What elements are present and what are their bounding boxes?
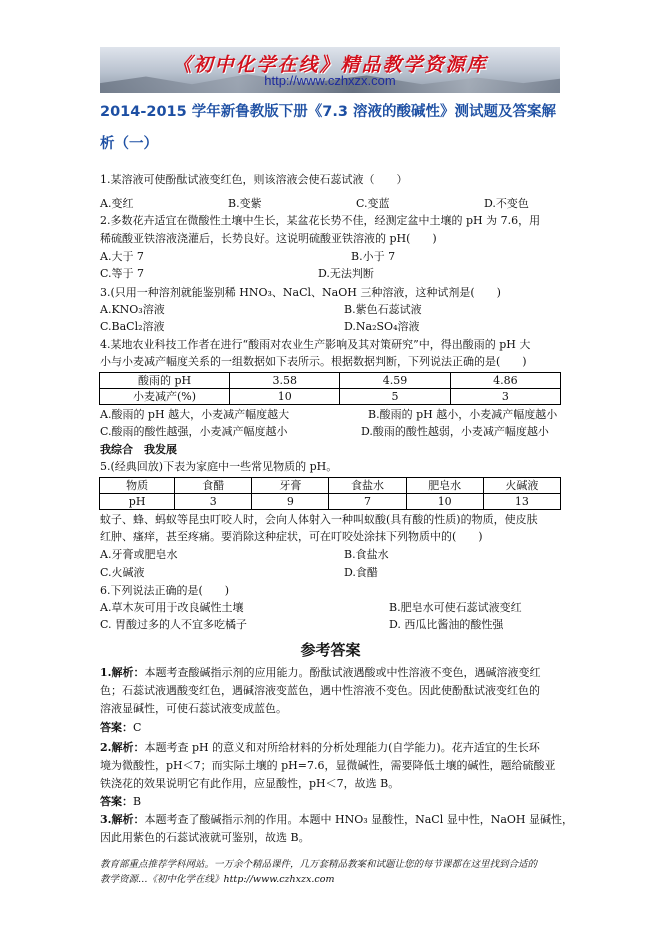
q5-stem: 5.(经典回放)下表为家庭中一些常见物质的 pH。 [100,460,338,473]
q2-stem-line1: 2.多数花卉适宜在微酸性土壤中生长，某盆花长势不佳，经测定盆中土壤的 pH 为 7.6，用 [100,214,541,227]
q2-stem-line2: 稀硫酸亚铁溶液浇灌后，长势良好。这说明硫酸亚铁溶液的 pH( ) [100,232,437,245]
table-cell: 5 [340,389,450,405]
q4-data-table [99,372,561,405]
q4-option-c: C.酸雨的酸性越强，小麦减产幅度越小 [100,425,288,438]
answer-3-text: 本题考查了酸碱指示剂的作用。本题中 HNO₃ 显酸性，NaCl 显中性，NaOH 显碱性， [144,813,574,826]
table-cell: 9 [252,494,329,510]
table-row [100,478,561,494]
banner-url[interactable]: http://www.czhxzx.com [264,73,396,88]
q1-option-d: D.不变色 [484,197,529,210]
q4-option-d: D.酸雨的酸性越弱，小麦减产幅度越小 [361,425,549,438]
answer-1-label: 1.解析： [100,666,145,679]
table-cell: 4.86 [450,373,560,389]
q5-data-table [99,477,561,510]
table-cell: 10 [230,389,340,405]
table-cell: 7 [329,494,406,510]
table-cell: 物质 [100,478,175,494]
answer-2-result-value: B [133,795,142,808]
table-row [100,494,561,510]
answer-2-text: 本题考查 pH 的意义和对所给材料的分析处理能力(自学能力)。花卉适宜的生长环 [144,741,540,754]
table-cell: 3 [175,494,252,510]
page-title-line2: 析（一） [100,136,158,152]
q3-option-c: C.BaCl₂溶液 [100,320,165,333]
q3-stem: 3.(只用一种溶剂就能鉴别稀 HNO₃、NaCl、NaOH 三种溶液，这种试剂是( ) [100,286,501,299]
answer-1-line2: 色；石蕊试液遇酸变红色，遇碱溶液变蓝色，遇中性溶液不变色。因此使酚酞试液变红色的 [100,684,540,697]
table-row [100,373,561,389]
answer-3-line2: 因此用紫色的石蕊试液就可鉴别，故选 B。 [100,831,310,844]
table-cell: 10 [406,494,483,510]
q5-option-a: A.牙膏或肥皂水 [100,548,178,561]
q5-text-line2: 红肿、瘙痒，甚至疼痛。要消除这种症状，可在叮咬处涂抹下列物质中的( ) [100,530,483,543]
table-cell: 肥皂水 [406,478,483,494]
q6-option-c: C. 胃酸过多的人不宜多吃橘子 [100,618,248,631]
q2-option-b: B.小于 7 [351,250,396,263]
answer-1-text: 本题考查酸碱指示剂的应用能力。酚酞试液遇酸或中性溶液不变色，遇碱溶液变红 [144,666,541,679]
table-cell: 食盐水 [329,478,406,494]
q3-option-b: B.紫色石蕊试液 [344,303,422,316]
answer-2-result-label: 答案： [100,795,133,808]
table-cell: 4.59 [340,373,450,389]
q2-option-a: A.大于 7 [100,250,144,263]
table-cell: 食醋 [175,478,252,494]
table-cell: 酸雨的 pH [100,373,230,389]
answers-heading: 参考答案 [300,641,361,659]
answer-2-line3: 铁浇花的效果说明它有此作用，应显酸性，pH＜7，故选 B。 [100,777,400,790]
q1-option-b: B.变紫 [228,197,262,210]
q5-option-c: C.火碱液 [100,566,145,579]
answer-1-result [100,721,141,735]
table-cell: 13 [483,494,560,510]
q3-option-a: A.KNO₃溶液 [100,303,165,316]
section-heading: 我综合 我发展 [100,443,177,456]
q5-option-b: B.食盐水 [344,548,389,561]
q1-option-c: C.变蓝 [356,197,390,210]
answer-2-result [100,795,141,809]
page-title-line1: 2014-2015 学年新鲁教版下册《7.3 溶液的酸碱性》测试题及答案解 [100,104,557,120]
q5-text-line1: 蚊子、蜂、蚂蚁等昆虫叮咬人时，会向人体射入一种叫蚁酸(具有酸的性质)的物质，使皮肤 [100,513,538,526]
table-cell: 3.58 [230,373,340,389]
q6-option-b: B.肥皂水可使石蕊试液变红 [389,601,522,614]
q1-option-a: A.变红 [100,197,134,210]
answer-1-line3: 溶液显碱性，可使石蕊试液变成蓝色。 [100,702,287,715]
table-cell: 小麦减产(%) [100,389,230,405]
q4-option-b: B.酸雨的 pH 越小，小麦减产幅度越小 [368,408,558,421]
q2-option-c: C.等于 7 [100,267,145,280]
answer-1-line1 [100,666,540,680]
table-cell: pH [100,494,175,510]
q6-stem: 6.下列说法正确的是( ) [100,584,230,597]
answer-1-result-label: 答案： [100,721,133,734]
answer-2-line1 [100,741,540,755]
answer-2-line2: 境为微酸性，pH＜7；而实际土壤的 pH=7.6，显微碱性，需要降低土壤的碱性，题给硫酸亚 [100,759,556,772]
answer-2-label: 2.解析： [100,741,145,754]
q4-stem-line2: 小与小麦减产幅度关系的一组数据如下表所示。根据数据判断，下列说法正确的是( ) [100,355,527,368]
header-banner [100,47,560,93]
q6-option-a: A.草木灰可用于改良碱性土壤 [100,601,244,614]
answer-3-label: 3.解析： [100,813,145,826]
table-cell: 牙膏 [252,478,329,494]
q4-stem-line1: 4.某地农业科技工作者在进行“酸雨对农业生产影响及其对策研究”中，得出酸雨的 pH 大 [100,338,531,351]
footer-line1: 教育部重点推荐学科网站。一万余个精品课件，几万套精品教案和试题让您的每节课都在这里找到合适的 [100,859,538,870]
q3-option-d: D.Na₂SO₄溶液 [344,320,420,333]
q1-stem: 1.某溶液可使酚酞试液变红色，则该溶液会使石蕊试液（ ） [100,173,408,186]
q5-option-d: D.食醋 [344,566,378,579]
table-cell: 火碱液 [483,478,560,494]
footer-line2[interactable]: 教学资源…《初中化学在线》http://www.czhxzx.com [100,874,335,885]
table-row [100,389,561,405]
answer-3-line1 [100,813,573,827]
q4-option-a: A.酸雨的 pH 越大，小麦减产幅度越大 [100,408,290,421]
answer-1-result-value: C [133,721,142,734]
table-cell: 3 [450,389,560,405]
q2-option-d: D.无法判断 [318,267,374,280]
q6-option-d: D. 西瓜比酱油的酸性强 [389,618,504,631]
banner-title: 《初中化学在线》精品教学资源库 [172,54,488,76]
